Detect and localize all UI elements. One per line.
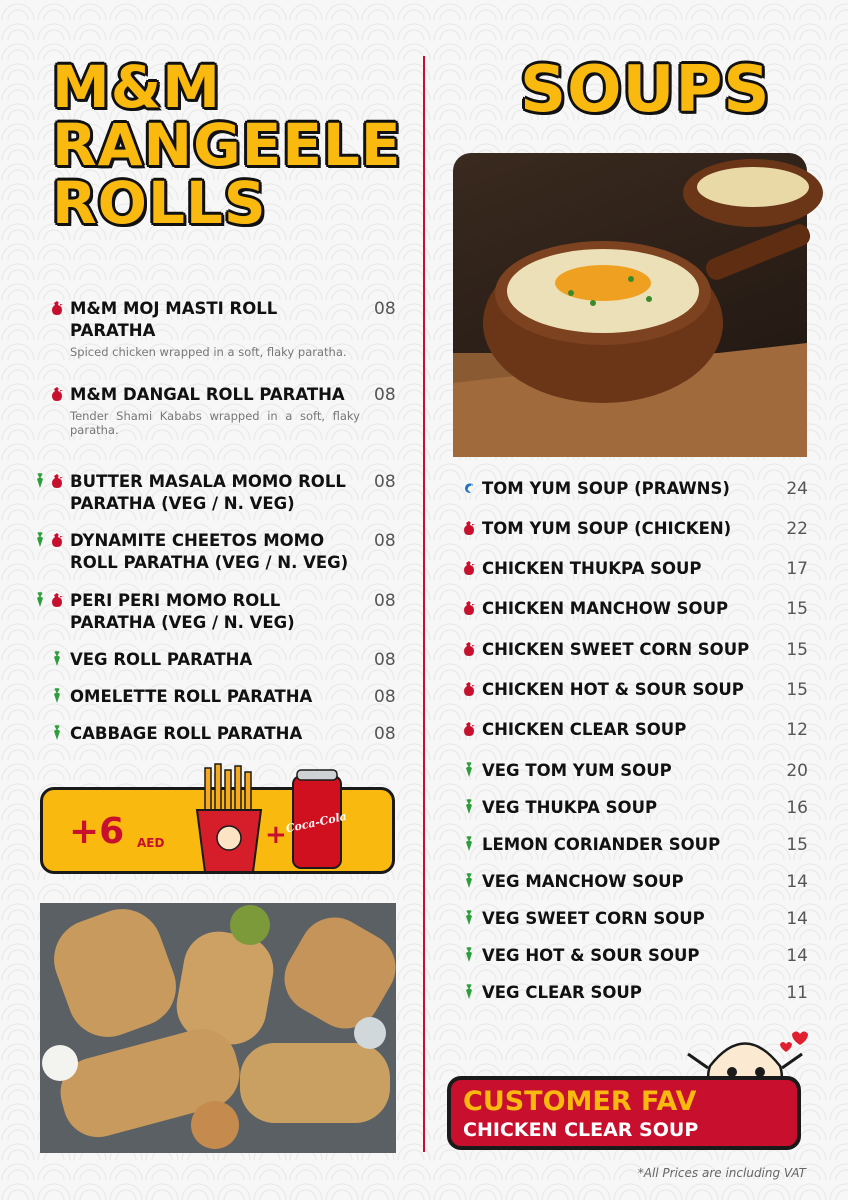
item-price: 20	[786, 761, 808, 781]
veg-icon	[33, 532, 47, 548]
chicken-icon	[462, 560, 476, 576]
item-name: VEG MANCHOW SOUP	[482, 872, 684, 891]
soup-menu-item	[436, 871, 808, 893]
item-price: 24	[786, 479, 808, 499]
item-text	[482, 760, 782, 782]
soup-menu-item	[436, 908, 808, 930]
item-name: M&M MOJ MASTI ROLL PARATHA	[70, 299, 278, 340]
vat-note: *All Prices are including VAT	[637, 1166, 806, 1180]
roll-menu-item	[24, 471, 396, 515]
soup-menu-item	[436, 797, 808, 819]
item-name: VEG CLEAR SOUP	[482, 983, 642, 1002]
item-description: Spiced chicken wrapped in a soft, flaky paratha.	[70, 345, 347, 359]
veg-icon	[462, 836, 476, 852]
chicken-icon	[50, 386, 64, 402]
roll-menu-item	[24, 590, 396, 634]
column-divider	[423, 56, 425, 1152]
chicken-icon	[50, 592, 64, 608]
veg-icon	[462, 799, 476, 815]
item-text	[482, 719, 782, 741]
combo-currency: AED	[137, 836, 165, 850]
item-name: CHICKEN MANCHOW SOUP	[482, 599, 729, 618]
diet-icons	[436, 558, 482, 576]
item-text	[482, 679, 782, 701]
veg-icon	[50, 651, 64, 667]
item-text	[482, 834, 782, 856]
soup-menu-item	[436, 679, 808, 701]
item-text	[482, 478, 782, 500]
item-price: 08	[374, 299, 396, 319]
item-text	[482, 797, 782, 819]
item-name: VEG HOT & SOUR SOUP	[482, 946, 700, 965]
roll-menu-item	[24, 530, 396, 574]
roll-wraps-illustration	[40, 903, 396, 1153]
diet-icons	[436, 760, 482, 778]
item-price: 15	[786, 640, 808, 660]
chicken-icon	[462, 641, 476, 657]
item-name: VEG TOM YUM SOUP	[482, 761, 672, 780]
soups-title: SOUPS	[520, 53, 771, 127]
chicken-icon	[50, 532, 64, 548]
item-text	[70, 298, 360, 359]
item-price: 08	[374, 687, 396, 707]
customer-fav-banner	[447, 1076, 801, 1150]
customer-fav-heading: CUSTOMER FAV	[463, 1086, 697, 1117]
item-name: M&M DANGAL ROLL PARATHA	[70, 385, 345, 404]
diet-icons	[436, 518, 482, 536]
item-text	[482, 908, 782, 930]
item-text	[482, 639, 782, 661]
item-name: VEG ROLL PARATHA	[70, 650, 253, 669]
item-text	[482, 518, 782, 540]
roll-menu-item	[24, 384, 396, 437]
veg-icon	[462, 984, 476, 1000]
diet-icons	[436, 639, 482, 657]
item-text	[482, 598, 782, 620]
soup-menu-item	[436, 639, 808, 661]
item-name: CHICKEN THUKPA SOUP	[482, 559, 702, 578]
rolls-title: M&M RANGEELE ROLLS	[52, 53, 402, 237]
item-name: CHICKEN HOT & SOUR SOUP	[482, 680, 744, 699]
item-name: BUTTER MASALA MOMO ROLL PARATHA (VEG / N. VEG)	[70, 472, 346, 513]
soup-bowl-illustration	[453, 153, 807, 457]
diet-icons	[436, 598, 482, 616]
combo-plus-sign: +	[265, 820, 287, 850]
chicken-icon	[462, 681, 476, 697]
can-brand-text: Coca-Cola	[284, 809, 348, 836]
soup-menu-item	[436, 982, 808, 1004]
item-name: CHICKEN SWEET CORN SOUP	[482, 640, 750, 659]
soup-menu-item	[436, 945, 808, 967]
item-description: Tender Shami Kababs wrapped in a soft, flaky paratha.	[70, 409, 360, 437]
item-price: 08	[374, 531, 396, 551]
item-price: 11	[786, 983, 808, 1003]
item-price: 08	[374, 385, 396, 405]
item-text	[70, 686, 360, 708]
rolls-photo	[40, 903, 396, 1153]
item-price: 14	[786, 946, 808, 966]
veg-icon	[462, 947, 476, 963]
item-text	[70, 471, 360, 515]
item-name: VEG SWEET CORN SOUP	[482, 909, 705, 928]
item-name: LEMON CORIANDER SOUP	[482, 835, 721, 854]
soup-menu-item	[436, 719, 808, 741]
item-price: 14	[786, 909, 808, 929]
diet-icons	[436, 871, 482, 889]
veg-icon	[33, 592, 47, 608]
chicken-icon	[462, 520, 476, 536]
item-price: 14	[786, 872, 808, 892]
diet-icons	[436, 719, 482, 737]
diet-icons	[436, 834, 482, 852]
prawn-icon	[462, 480, 476, 496]
customer-fav-dish: CHICKEN CLEAR SOUP	[463, 1119, 699, 1141]
soup-menu-item	[436, 598, 808, 620]
item-price: 17	[786, 559, 808, 579]
item-text	[482, 558, 782, 580]
diet-icons	[436, 679, 482, 697]
diet-icons	[436, 945, 482, 963]
item-name: VEG THUKPA SOUP	[482, 798, 658, 817]
roll-menu-item	[24, 298, 396, 359]
soup-menu-item	[436, 834, 808, 856]
cola-can-icon	[284, 768, 348, 872]
item-text	[482, 982, 782, 1004]
item-text	[70, 723, 360, 745]
veg-icon	[33, 473, 47, 489]
item-name: DYNAMITE CHEETOS MOMO ROLL PARATHA (VEG / N. VEG)	[70, 531, 349, 572]
item-text	[70, 530, 360, 574]
veg-icon	[462, 873, 476, 889]
item-name: TOM YUM SOUP (CHICKEN)	[482, 519, 732, 538]
roll-menu-item	[24, 649, 396, 671]
item-price: 15	[786, 599, 808, 619]
item-text	[70, 590, 360, 634]
diet-icons	[24, 590, 70, 608]
veg-icon	[462, 762, 476, 778]
chicken-icon	[50, 300, 64, 316]
diet-icons	[24, 298, 70, 316]
diet-icons	[436, 908, 482, 926]
roll-menu-item	[24, 723, 396, 745]
item-text	[482, 945, 782, 967]
soup-menu-item	[436, 518, 808, 540]
item-text	[482, 871, 782, 893]
veg-icon	[50, 688, 64, 704]
diet-icons	[24, 723, 70, 741]
soup-photo	[453, 153, 807, 457]
item-price: 15	[786, 680, 808, 700]
chicken-icon	[50, 473, 64, 489]
combo-offer-banner	[40, 787, 395, 874]
item-name: OMELETTE ROLL PARATHA	[70, 687, 313, 706]
fries-icon	[191, 764, 267, 874]
diet-icons	[24, 649, 70, 667]
item-name: CABBAGE ROLL PARATHA	[70, 724, 303, 743]
item-text	[70, 649, 360, 671]
soup-menu-item	[436, 558, 808, 580]
item-price: 08	[374, 472, 396, 492]
item-price: 12	[786, 720, 808, 740]
veg-icon	[462, 910, 476, 926]
item-price: 08	[374, 724, 396, 744]
combo-price: +6	[69, 811, 125, 852]
item-name: PERI PERI MOMO ROLL PARATHA (VEG / N. VEG)	[70, 591, 295, 632]
diet-icons	[24, 530, 70, 548]
soup-menu-item	[436, 760, 808, 782]
item-price: 15	[786, 835, 808, 855]
veg-icon	[50, 725, 64, 741]
soup-menu-item	[436, 478, 808, 500]
item-price: 16	[786, 798, 808, 818]
diet-icons	[436, 982, 482, 1000]
diet-icons	[24, 384, 70, 402]
item-price: 22	[786, 519, 808, 539]
chicken-icon	[462, 600, 476, 616]
item-name: TOM YUM SOUP (PRAWNS)	[482, 479, 730, 498]
diet-icons	[24, 686, 70, 704]
diet-icons	[436, 478, 482, 496]
diet-icons	[24, 471, 70, 489]
item-text	[70, 384, 360, 437]
chicken-icon	[462, 721, 476, 737]
item-price: 08	[374, 591, 396, 611]
roll-menu-item	[24, 686, 396, 708]
item-name: CHICKEN CLEAR SOUP	[482, 720, 687, 739]
item-price: 08	[374, 650, 396, 670]
diet-icons	[436, 797, 482, 815]
